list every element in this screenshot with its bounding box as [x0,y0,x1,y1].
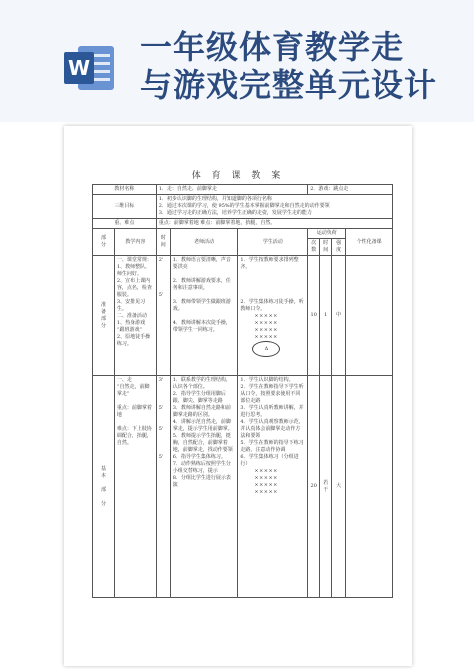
main-note [346,376,393,598]
col-intensity-header: 强 度 [332,239,346,256]
prep-formation: ××××× ××××× ××××× ××××× [254,313,278,340]
teaching-name-1: 1．走：自然走、前脚掌走 [156,185,307,195]
document-page [64,126,412,666]
main-teacher-activity: 1．联系教学的生理结构，认识各个部位。 2．指导学生分组用脚后跟、脚尖、脚掌等走路 3．教师讲解自然走路和前脚掌走路的区别。 4．讲解示范自然走，前脚掌走，提示学生用前脚掌。 5．教师提示学生抬腿，挺胸，自然配合，前脚掌着地，前脚掌走，找动作要领 6．指导学生集体练习。 7．动作熟练后按照学生分小组交替练习，提示 8．分组比学生进行展示表演 [170,376,238,598]
teaching-name-label: 教材名称 [93,185,157,195]
main-content: 一、走 “自然走，前脚掌走” 重点：前脚掌着地 难点：下上肢协调配合，抬腿，自然。 [114,376,156,598]
col-content-header: 教学内容 [114,229,156,256]
prep-circle-formation [252,341,280,357]
prep-content: 一、课堂常规： 1、教师整队，师生问好。 2、宣布上课内容，点名，检查服装。 3、安排见习生。 二、准备活动 1、热身游戏 “跟班游戏” 2、原地徒手操 练习。 [114,256,156,376]
col-note-header: 个性化备课 [346,229,393,256]
title-line-2: 与游戏完整单元设计 [140,66,438,104]
page-title [140,28,437,104]
word-document-icon [62,40,118,96]
col-time2-header: 时 间 [320,239,332,256]
prep-time2: 1 [320,256,332,376]
main-time: 3' 5' 5' 5' [156,376,170,598]
main-student-activity [238,376,308,598]
prep-circle-mark: Δ [264,346,269,352]
main-student-text: 1．学生认识脚的结构。 2．学生在教师指导下学生听从口令，按照要求使用不同部位走路 3．学生认真听教师讲解，并进行思考。 4．学生认真观察教师示范，并认真体会前脚掌走动作方法和要领 5．学生在教师的指导下练习走路，注意动作协调 6．学生集体练习（分组进行） [240,377,304,467]
col-times-header: 次 数 [308,239,320,256]
prep-teacher-activity: 1．教师语言要清晰，声音要洪亮 2．教师讲解游戏要求，任务和注意事项。 3．教师带领学生做跟班游戏。 4．教师讲解本次徒手操，带领学生一同练习。 [170,256,238,376]
col-load-header: 运动负荷 [308,229,346,239]
col-part-header: 部 分 [93,229,115,256]
goals-text: 1．初步认识脚的生理结构，并知道脚的各项行名称 2．通过本次课的学习，使 95%的学生基本掌握前脚掌走和自然走的动作要领 3．通过学习走的正确方法，培养学生正确的走姿，发展学生走的能力 [156,195,392,219]
col-student-header: 学生活动 [238,229,308,256]
main-time2: 若 干 [320,376,332,598]
lesson-plan-table [92,184,393,598]
col-teacher-header: 老师活动 [170,229,238,256]
header-banner [0,0,474,122]
prep-times: 10 [308,256,320,376]
goals-label: 三维目标 [93,195,157,219]
prep-part-label: 准 备 部 分 [93,256,115,376]
title-line-1: 一年级体育教学走 [140,28,405,66]
key-points-label: 重、难点 [93,219,157,229]
main-intensity: 大 [332,376,346,598]
col-time-header: 时 间 [156,229,170,256]
prep-note [346,256,393,376]
prep-time: 2' 5' [156,256,170,376]
prep-student-activity [238,256,308,376]
main-times: 20 [308,376,320,598]
prep-intensity: 中 [332,256,346,376]
main-formation: ××××× ××××× ××××× ××××× [254,468,278,495]
svg-text:W: W [67,56,91,80]
key-points-text: 重点：前脚掌着地 难点：前脚掌着地，抬腿，自然。 [156,219,392,229]
document-title: 体 育 课 教 案 [191,171,285,181]
prep-student-text: 1．学生按教师要求排列整齐。 2．学生集体练习徒手操，听教师口令。 [240,257,304,312]
main-part-label: 基 本 部 分 [93,376,115,598]
teaching-name-2: 2．游戏：跳点走 [308,185,393,195]
